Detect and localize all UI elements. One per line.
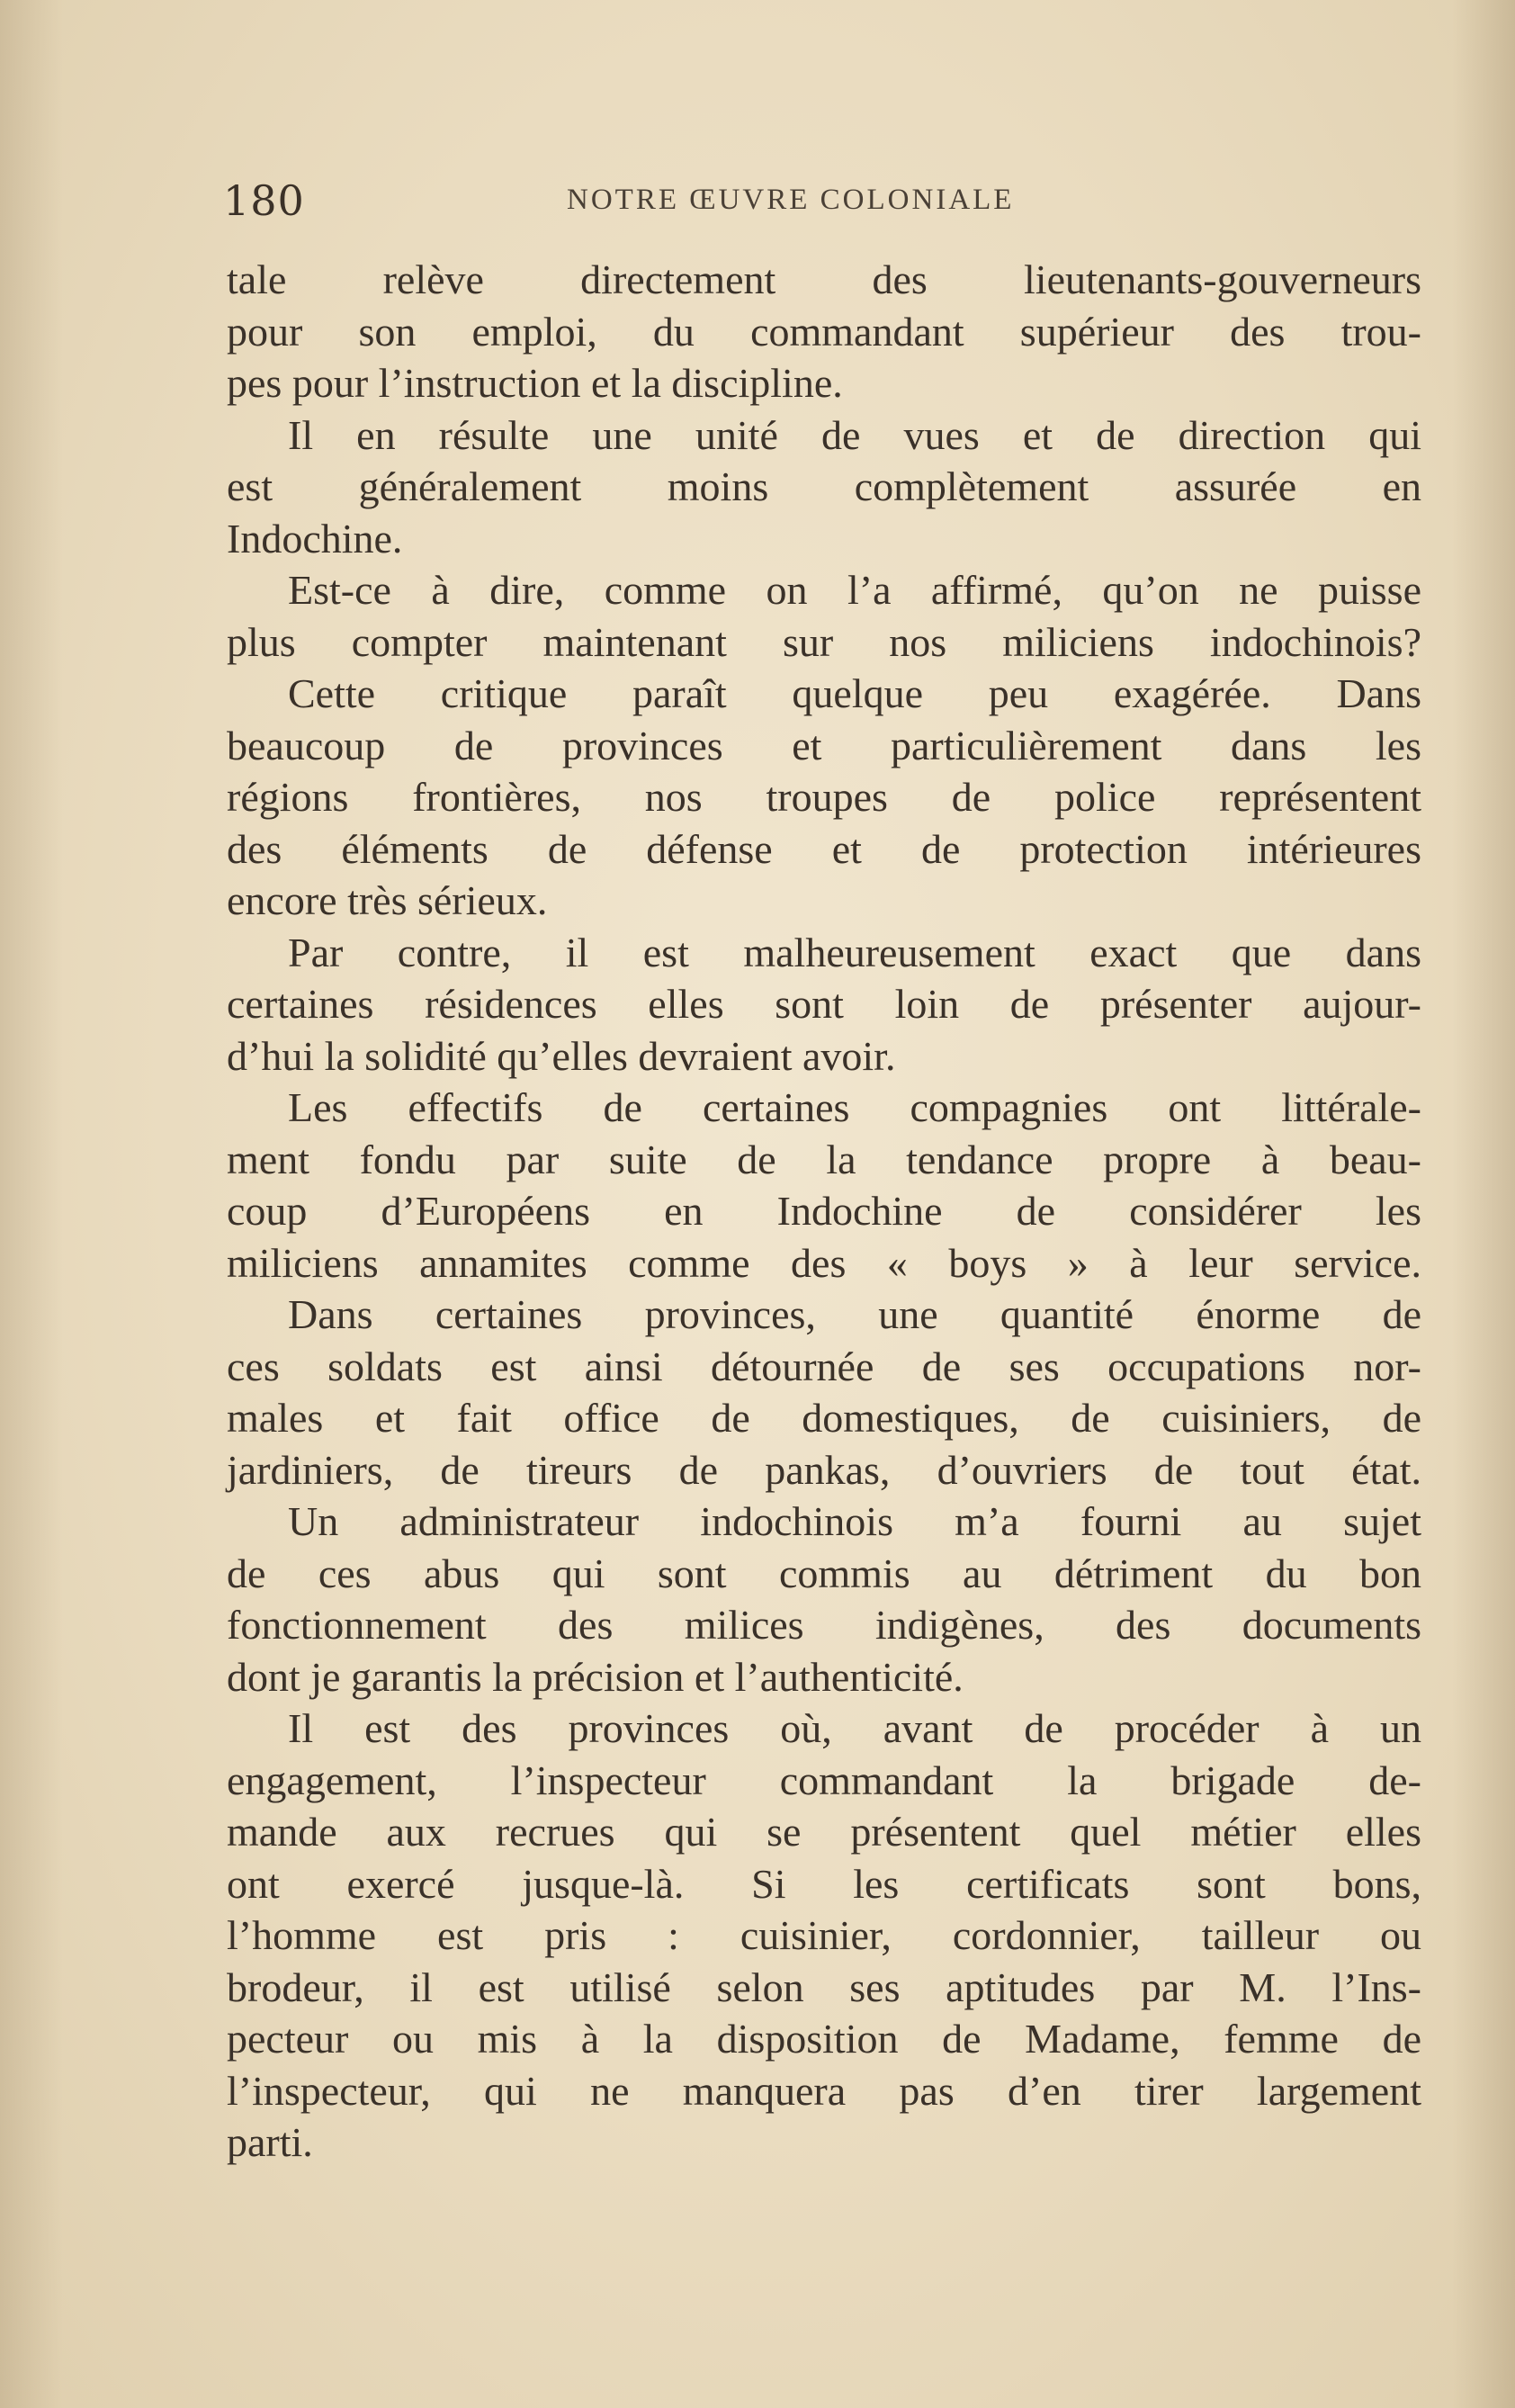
paragraph (227, 1289, 1421, 1496)
text-line: ces soldats est ainsi détournée de ses occupations nor- (227, 1343, 1421, 1389)
text-line: l’homme est pris : cuisinier, cordonnier, tailleur ou (227, 1912, 1421, 1958)
text-line: régions frontières, nos troupes de police représentent (227, 774, 1421, 820)
text-line: l’inspecteur, qui ne manquera pas d’en tirer largement (227, 2067, 1421, 2114)
text-line: Les effectifs de certaines compagnies ont littérale- (288, 1084, 1421, 1130)
paragraph (227, 1082, 1421, 1289)
text-line: Est-ce à dire, comme on l’a affirmé, qu’on ne puisse (288, 567, 1421, 613)
text-line: fonctionnement des milices indigènes, des documents (227, 1602, 1421, 1648)
text-line: brodeur, il est utilisé selon ses aptitudes par M. l’Ins- (227, 1963, 1421, 2010)
text-line: coup d’Européens en Indochine de considérer les (227, 1188, 1421, 1234)
text-line: pour son emploi, du commandant supérieur des trou- (227, 308, 1421, 355)
page-header (223, 176, 1420, 230)
paragraph (227, 927, 1421, 1083)
paragraph (227, 564, 1421, 668)
text-line: ont exercé jusque-là. Si les certificats sont bons, (227, 1860, 1421, 1907)
page-edge-shadow-left (0, 0, 63, 2408)
text-line: Dans certaines provinces, une quantité énorme de (288, 1291, 1421, 1337)
text-line: pecteur ou mis à la disposition de Madame, femme de (227, 2016, 1421, 2062)
text-line: parti. (227, 2119, 313, 2165)
text-line: encore très sérieux. (227, 877, 548, 923)
text-line: dont je garantis la précision et l’authenticité. (227, 1653, 964, 1700)
page-number: 180 (223, 176, 305, 225)
text-line: jardiniers, de tireurs de pankas, d’ouvriers de tout état. (227, 1446, 1421, 1493)
paragraph (227, 254, 1421, 409)
paragraph (227, 668, 1421, 927)
text-line: Par contre, il est malheureusement exact que dans (288, 929, 1421, 975)
text-line: de ces abus qui sont commis au détriment du bon (227, 1550, 1421, 1596)
text-line: tale relève directement des lieutenants-gouverneurs (227, 256, 1421, 302)
paragraph (227, 409, 1421, 565)
text-line: ment fondu par suite de la tendance propre à beau- (227, 1136, 1421, 1182)
text-line: Il en résulte une unité de vues et de direction qui (288, 411, 1421, 458)
text-line: Indochine. (227, 515, 403, 562)
text-line: beaucoup de provinces et particulièrement dans les (227, 722, 1421, 768)
text-line: plus compter maintenant sur nos miliciens indochinois? (227, 618, 1421, 665)
text-line: pes pour l’instruction et la discipline. (227, 360, 843, 406)
running-title: NOTRE ŒUVRE COLONIALE (567, 184, 1015, 216)
text-line: des éléments de défense et de protection intérieures (227, 825, 1421, 872)
text-line: Il est des provinces où, avant de procéder à un (288, 1705, 1421, 1751)
text-line: mande aux recrues qui se présentent quel métier elles (227, 1809, 1421, 1855)
body-text (227, 254, 1421, 2169)
text-line: males et fait office de domestiques, de cuisiniers, de (227, 1395, 1421, 1441)
text-line: Un administrateur indochinois m’a fourni au sujet (288, 1498, 1421, 1544)
text-line: certaines résidences elles sont loin de présenter aujour- (227, 981, 1421, 1027)
text-line: est généralement moins complètement assurée en (227, 463, 1421, 509)
text-line: miliciens annamites comme des « boys » à leur service. (227, 1239, 1421, 1286)
paragraph (227, 1496, 1421, 1703)
page-edge-shadow-right (1452, 0, 1515, 2408)
text-line: Cette critique paraît quelque peu exagérée. Dans (288, 670, 1421, 716)
text-line: d’hui la solidité qu’elles devraient avoir. (227, 1032, 896, 1079)
text-line: engagement, l’inspecteur commandant la brigade de- (227, 1757, 1421, 1803)
paragraph (227, 1703, 1421, 2169)
